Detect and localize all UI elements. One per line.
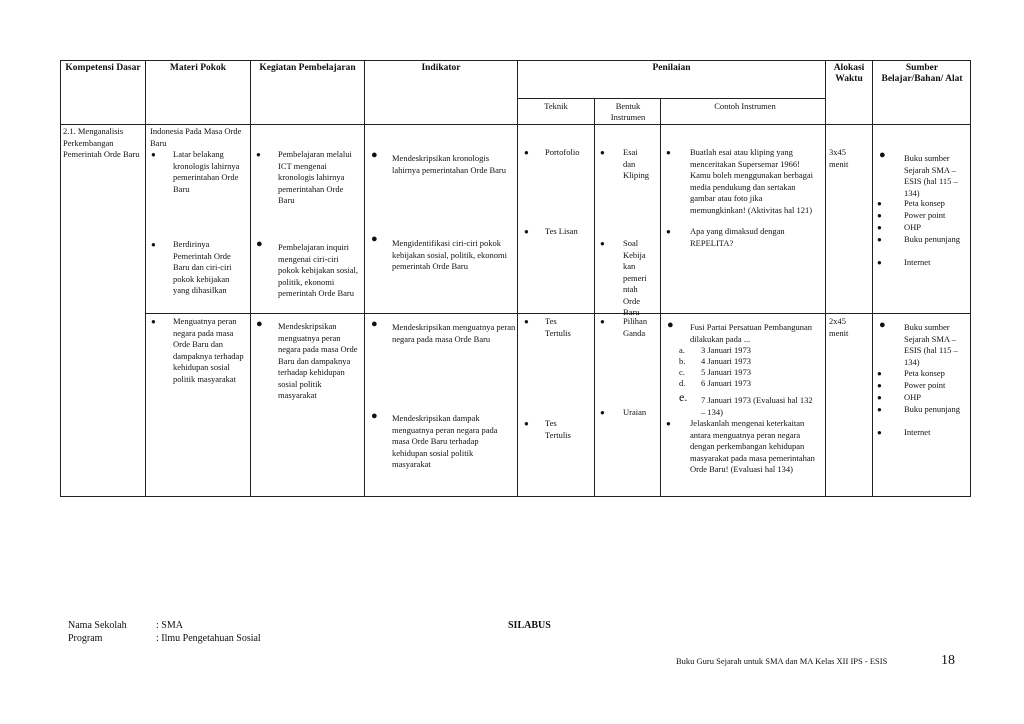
header-teknik: Teknik: [544, 101, 568, 111]
teknik-item-3: Tes Tertulis: [545, 316, 571, 338]
bullet-icon: ●: [524, 148, 529, 157]
sumber-item-5: Buku penunjang: [904, 234, 960, 244]
header-penilaian: Penilaian: [652, 63, 691, 73]
bullet-icon: ●: [879, 149, 886, 161]
book-title: Buku Guru Sejarah untuk SMA dan MA Kelas XII IPS - ESIS: [676, 656, 888, 666]
sumber2-item-1: Buku sumber Sejarah SMA – ESIS (hal 115 – 134): [904, 322, 958, 367]
materi-item-1: Latar belakang kronologis lahirnya pemerintahan Orde Baru: [173, 149, 240, 194]
header-contoh: Contoh Instrumen: [714, 101, 776, 111]
bullet-icon: ●: [877, 393, 882, 402]
bullet-icon: ●: [256, 318, 263, 330]
kd-text: 2.1. Menganalisis Perkembangan Pemerintah Orde Baru: [63, 126, 140, 159]
materi-intro: Indonesia Pada Masa Orde Baru: [150, 126, 242, 148]
header-materi-pokok: Materi Pokok: [169, 63, 227, 73]
materi-item-2: Berdirinya Pemerintah Orde Baru dan ciri-ciri pokok kebijakan yang dihasilkan: [173, 239, 232, 295]
contoh-item-3: Fusi Partai Persatuan Pembangunan dilakukan pada ...: [690, 322, 813, 344]
contoh-item-2: Apa yang dimaksud dengan REPELITA?: [690, 226, 785, 248]
sumber-item-4: OHP: [904, 222, 922, 232]
bentuk-item-1: Esai dan Kliping: [623, 147, 649, 180]
option-e: 7 Januari 1973 (Evaluasi hal 132 – 134): [701, 395, 813, 417]
bullet-icon: ●: [877, 405, 882, 414]
bullet-icon: ●: [151, 150, 156, 159]
bentuk-item-4: Uraian: [623, 407, 647, 417]
bullet-icon: ●: [524, 227, 529, 236]
bullet-icon: ●: [877, 211, 882, 220]
indikator-item-1: Mendeskripsikan kronologis lahirnya pemerintahan Orde Baru: [392, 153, 506, 175]
program-label: Program: [68, 633, 103, 644]
header-bentuk: Bentuk Instrumen: [610, 101, 646, 122]
option-label-c: c.: [679, 367, 685, 377]
bullet-icon: ●: [877, 223, 882, 232]
sumber2-item-2: Peta konsep: [904, 368, 945, 378]
contoh-item-1: Buatlah esai atau kliping yang menceritakan Supersemar 1966! Kamu boleh menggunakan berbagai media pendukung dan sertakan gambar atau foto jika memungkinkan! (Aktivitas hal 121): [690, 147, 813, 215]
sumber2-item-4: OHP: [904, 392, 922, 402]
alokasi-row-2: 2x45 menit: [829, 316, 849, 338]
option-label-a: a.: [679, 345, 685, 355]
bullet-icon: ●: [600, 239, 605, 248]
bentuk-item-2: Soal Kebija kan pemeri ntah Orde Baru: [623, 238, 647, 317]
sumber2-item-6: Internet: [904, 427, 931, 437]
option-label-e: e.: [679, 390, 688, 404]
bullet-icon: ●: [877, 258, 882, 267]
header-kegiatan: Kegiatan Pembelajaran: [259, 63, 356, 73]
bullet-icon: ●: [600, 317, 605, 326]
header-sumber: Sumber Belajar/Bahan/ Alat: [881, 63, 963, 84]
bullet-icon: ●: [666, 227, 671, 236]
bullet-icon: ●: [371, 149, 378, 161]
kegiatan-item-1: Pembelajaran melalui ICT mengenai kronologis lahirnya pemerintahan Orde Baru: [278, 149, 352, 205]
bullet-icon: ●: [600, 408, 605, 417]
kegiatan-item-3: Mendeskripsikan menguatnya peran negara pada masa Orde Baru dan dampaknya terhadap kehidupan sosial politik masyarakat: [278, 321, 358, 400]
bullet-icon: ●: [877, 199, 882, 208]
sumber-item-2: Peta konsep: [904, 198, 945, 208]
bullet-icon: ●: [524, 419, 529, 428]
bullet-icon: ●: [371, 233, 378, 245]
bullet-icon: ●: [879, 319, 886, 331]
contoh-item-4: Jelaskanlah mengenai keterkaitan antara menguatnya peran negara dengan perkembangan kehidupan masyarakat pada masa pemerintahan Orde Baru! (Evaluasi hal 134): [690, 418, 815, 474]
bullet-icon: ●: [877, 369, 882, 378]
option-label-b: b.: [679, 356, 686, 366]
option-b: 4 Januari 1973: [701, 356, 752, 366]
sumber-item-6: Internet: [904, 257, 931, 267]
school-name-value: : SMA: [156, 620, 183, 631]
bullet-icon: ●: [600, 148, 605, 157]
alokasi-row-1: 3x45 menit: [829, 147, 849, 169]
bullet-icon: ●: [151, 240, 156, 249]
bullet-icon: ●: [524, 317, 529, 326]
teknik-item-2: Tes Lisan: [545, 226, 578, 236]
bullet-icon: ●: [877, 235, 882, 244]
program-value: : Ilmu Pengetahuan Sosial: [156, 633, 261, 644]
header-indikator: Indikator: [421, 63, 461, 73]
indikator-item-2: Mengidentifikasi ciri-ciri pokok kebijakan sosial, politik, ekonomi pemerintah Orde Baru: [392, 238, 507, 271]
document-title: SILABUS: [508, 620, 551, 631]
bullet-icon: ●: [666, 419, 671, 428]
indikator-item-4: Mendeskripsikan dampak menguatnya peran negara pada masa Orde Baru terhadap kehidupan sosial politik masyarakat: [392, 413, 498, 469]
bentuk-item-3: Pilihan Ganda: [623, 316, 648, 338]
option-label-d: d.: [679, 378, 686, 388]
sumber-item-3: Power point: [904, 210, 946, 220]
materi-item-3: Menguatnya peran negara pada masa Orde Baru dan dampaknya terhadap kehidupan sosial politik masyarakat: [173, 316, 244, 384]
bullet-icon: ●: [151, 317, 156, 326]
teknik-item-1: Portofolio: [545, 147, 580, 157]
bullet-icon: ●: [371, 410, 378, 422]
option-d: 6 Januari 1973: [701, 378, 752, 388]
header-alokasi-waktu: Alokasi Waktu: [833, 63, 865, 84]
bullet-icon: ●: [256, 238, 263, 250]
kegiatan-item-2: Pembelajaran inquiri mengenai ciri-ciri pokok kebijakan sosial, politik, ekonomi pemerintah Orde Baru: [278, 242, 359, 298]
bullet-icon: ●: [877, 428, 882, 437]
option-a: 3 Januari 1973: [701, 345, 752, 355]
sumber2-item-5: Buku penunjang: [904, 404, 960, 414]
bullet-icon: ●: [877, 381, 882, 390]
sumber2-item-3: Power point: [904, 380, 946, 390]
bullet-icon: ●: [256, 150, 261, 159]
header-kompetensi-dasar: Kompetensi Dasar: [65, 63, 141, 73]
bullet-icon: ●: [666, 148, 671, 157]
bullet-icon: ●: [667, 319, 674, 331]
teknik-item-4: Tes Tertulis: [545, 418, 571, 440]
option-c: 5 Januari 1973: [701, 367, 752, 377]
indikator-item-3: Mendeskripsikan menguatnya peran negara pada masa Orde Baru: [392, 322, 516, 344]
bullet-icon: ●: [371, 318, 378, 330]
school-name-label: Nama Sekolah: [68, 620, 127, 631]
page-number: 18: [941, 653, 955, 668]
sumber-item-1: Buku sumber Sejarah SMA – ESIS (hal 115 – 134): [904, 153, 958, 198]
